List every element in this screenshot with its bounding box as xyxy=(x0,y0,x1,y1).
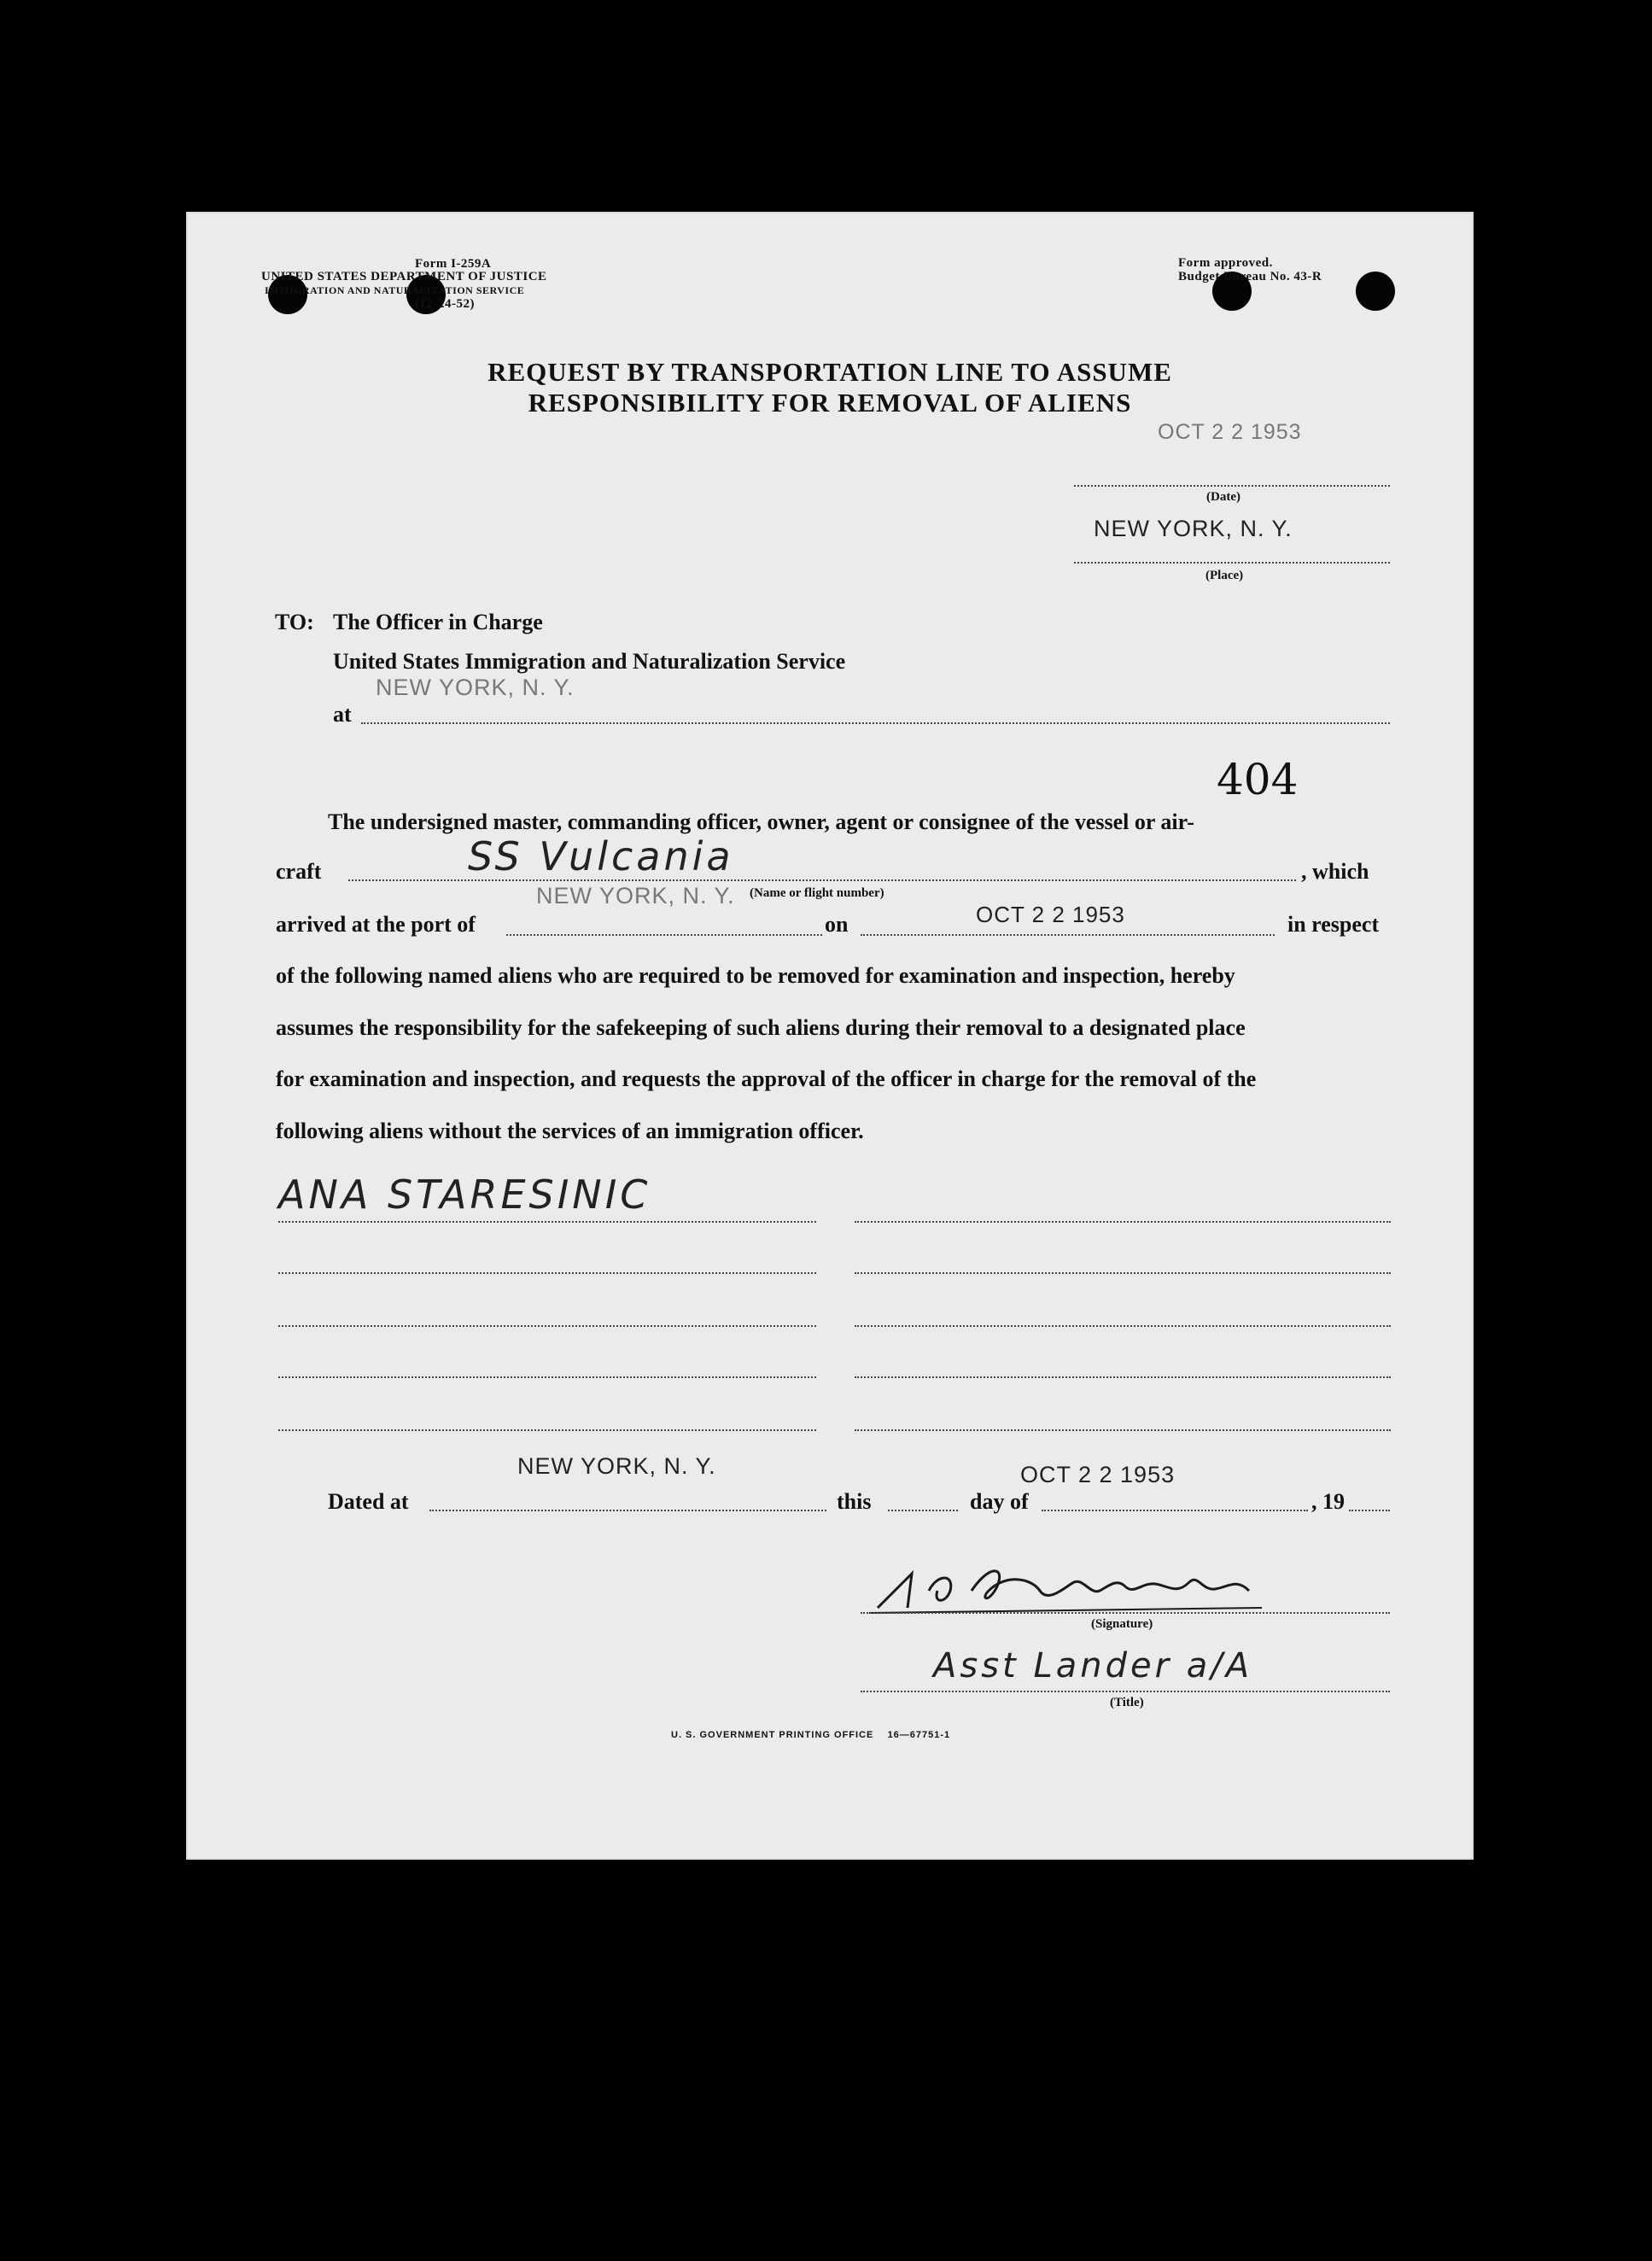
service-line: IMMIGRATION AND NATURALIZATION SERVICE xyxy=(265,284,525,296)
dated-place-stamp: NEW YORK, N. Y. xyxy=(517,1453,716,1479)
vessel-line xyxy=(348,879,1296,881)
para-line1: The undersigned master, commanding officer, owner, agent or consignee of the vessel or air- xyxy=(328,809,1194,834)
year-line xyxy=(1349,1510,1390,1511)
day-line xyxy=(888,1510,958,1511)
title-handwritten: Asst Lander a/A xyxy=(933,1646,1253,1686)
alien-line-9 xyxy=(278,1429,816,1431)
respect-label: in respect xyxy=(1287,912,1380,937)
signature-line xyxy=(861,1612,1390,1614)
budget-bureau-no: Budget Bureau No. 43-R xyxy=(1178,270,1322,283)
para-line4: of the following named aliens who are required to be removed for examination and inspection, hereby xyxy=(276,963,1235,988)
signature-scribble xyxy=(861,1557,1305,1625)
alien-line-1 xyxy=(278,1221,816,1223)
to-officer: The Officer in Charge xyxy=(333,610,543,634)
arrival-date-stamp: OCT 2 2 1953 xyxy=(976,902,1125,927)
port-line xyxy=(506,934,822,936)
date-caption: (Date) xyxy=(1206,490,1240,504)
dated-at-label: Dated at xyxy=(328,1489,409,1514)
at-line xyxy=(361,722,1390,724)
arrived-label: arrived at the port of xyxy=(276,912,476,937)
at-label: at xyxy=(333,702,352,727)
case-number: 404 xyxy=(1217,755,1299,804)
place-caption: (Place) xyxy=(1205,569,1244,582)
form-page xyxy=(186,212,1474,1860)
alien-line-6 xyxy=(855,1325,1391,1327)
arrival-date-line xyxy=(861,934,1275,936)
alien-line-3 xyxy=(278,1272,816,1274)
printing-office-footer: U. S. GOVERNMENT PRINTING OFFICE 16—67751-1 xyxy=(671,1730,951,1740)
place-stamp: NEW YORK, N. Y. xyxy=(1094,516,1293,541)
title-caption: (Title) xyxy=(1110,1696,1144,1709)
vessel-caption: (Name or flight number) xyxy=(750,886,884,900)
year-label: , 19 xyxy=(1311,1489,1345,1514)
place-line xyxy=(1074,562,1390,564)
form-title-line2: RESPONSIBILITY FOR REMOVAL OF ALIENS xyxy=(528,388,1132,418)
form-title-line1: REQUEST BY TRANSPORTATION LINE TO ASSUME xyxy=(487,357,1172,387)
para-line7: following aliens without the services of an immigration officer. xyxy=(276,1119,864,1143)
alien-line-7 xyxy=(278,1376,816,1378)
this-label: this xyxy=(837,1489,872,1514)
form-revision: (12-24-52) xyxy=(415,297,475,311)
para-line5: assumes the responsibility for the safekeeping of such aliens during their removal to a designated place xyxy=(276,1015,1246,1040)
alien-line-10 xyxy=(855,1429,1391,1431)
alien-line-5 xyxy=(278,1325,816,1327)
alien-line-8 xyxy=(855,1376,1391,1378)
at-stamp: NEW YORK, N. Y. xyxy=(376,675,575,700)
dated-place-line xyxy=(429,1510,826,1511)
title-line xyxy=(861,1691,1390,1692)
date-line xyxy=(1074,485,1390,487)
alien-line-4 xyxy=(855,1272,1391,1274)
alien-name-1: ANA STARESINIC xyxy=(278,1171,651,1218)
craft-label: craft xyxy=(276,859,322,884)
to-service: United States Immigration and Naturalization Service xyxy=(333,649,846,674)
on-label: on xyxy=(825,912,849,937)
para-line6: for examination and inspection, and requests the approval of the officer in charge for the removal of the xyxy=(276,1066,1257,1091)
punch-hole-right-2 xyxy=(1356,272,1395,311)
signature-caption: (Signature) xyxy=(1091,1617,1153,1631)
form-approved: Form approved. xyxy=(1178,256,1273,270)
vessel-name-handwritten: SS Vulcania xyxy=(468,833,734,879)
department-line: UNITED STATES DEPARTMENT OF JUSTICE xyxy=(261,270,547,283)
day-of-label: day of xyxy=(970,1489,1029,1514)
form-number: Form I-259A xyxy=(415,257,492,271)
date-stamp: OCT 2 2 1953 xyxy=(1158,420,1302,444)
month-line xyxy=(1042,1510,1308,1511)
to-label: TO: xyxy=(275,610,314,634)
dated-date-stamp: OCT 2 2 1953 xyxy=(1020,1462,1176,1487)
which-label: , which xyxy=(1301,859,1369,884)
alien-line-2 xyxy=(855,1221,1391,1223)
port-stamp: NEW YORK, N. Y. xyxy=(536,883,735,908)
